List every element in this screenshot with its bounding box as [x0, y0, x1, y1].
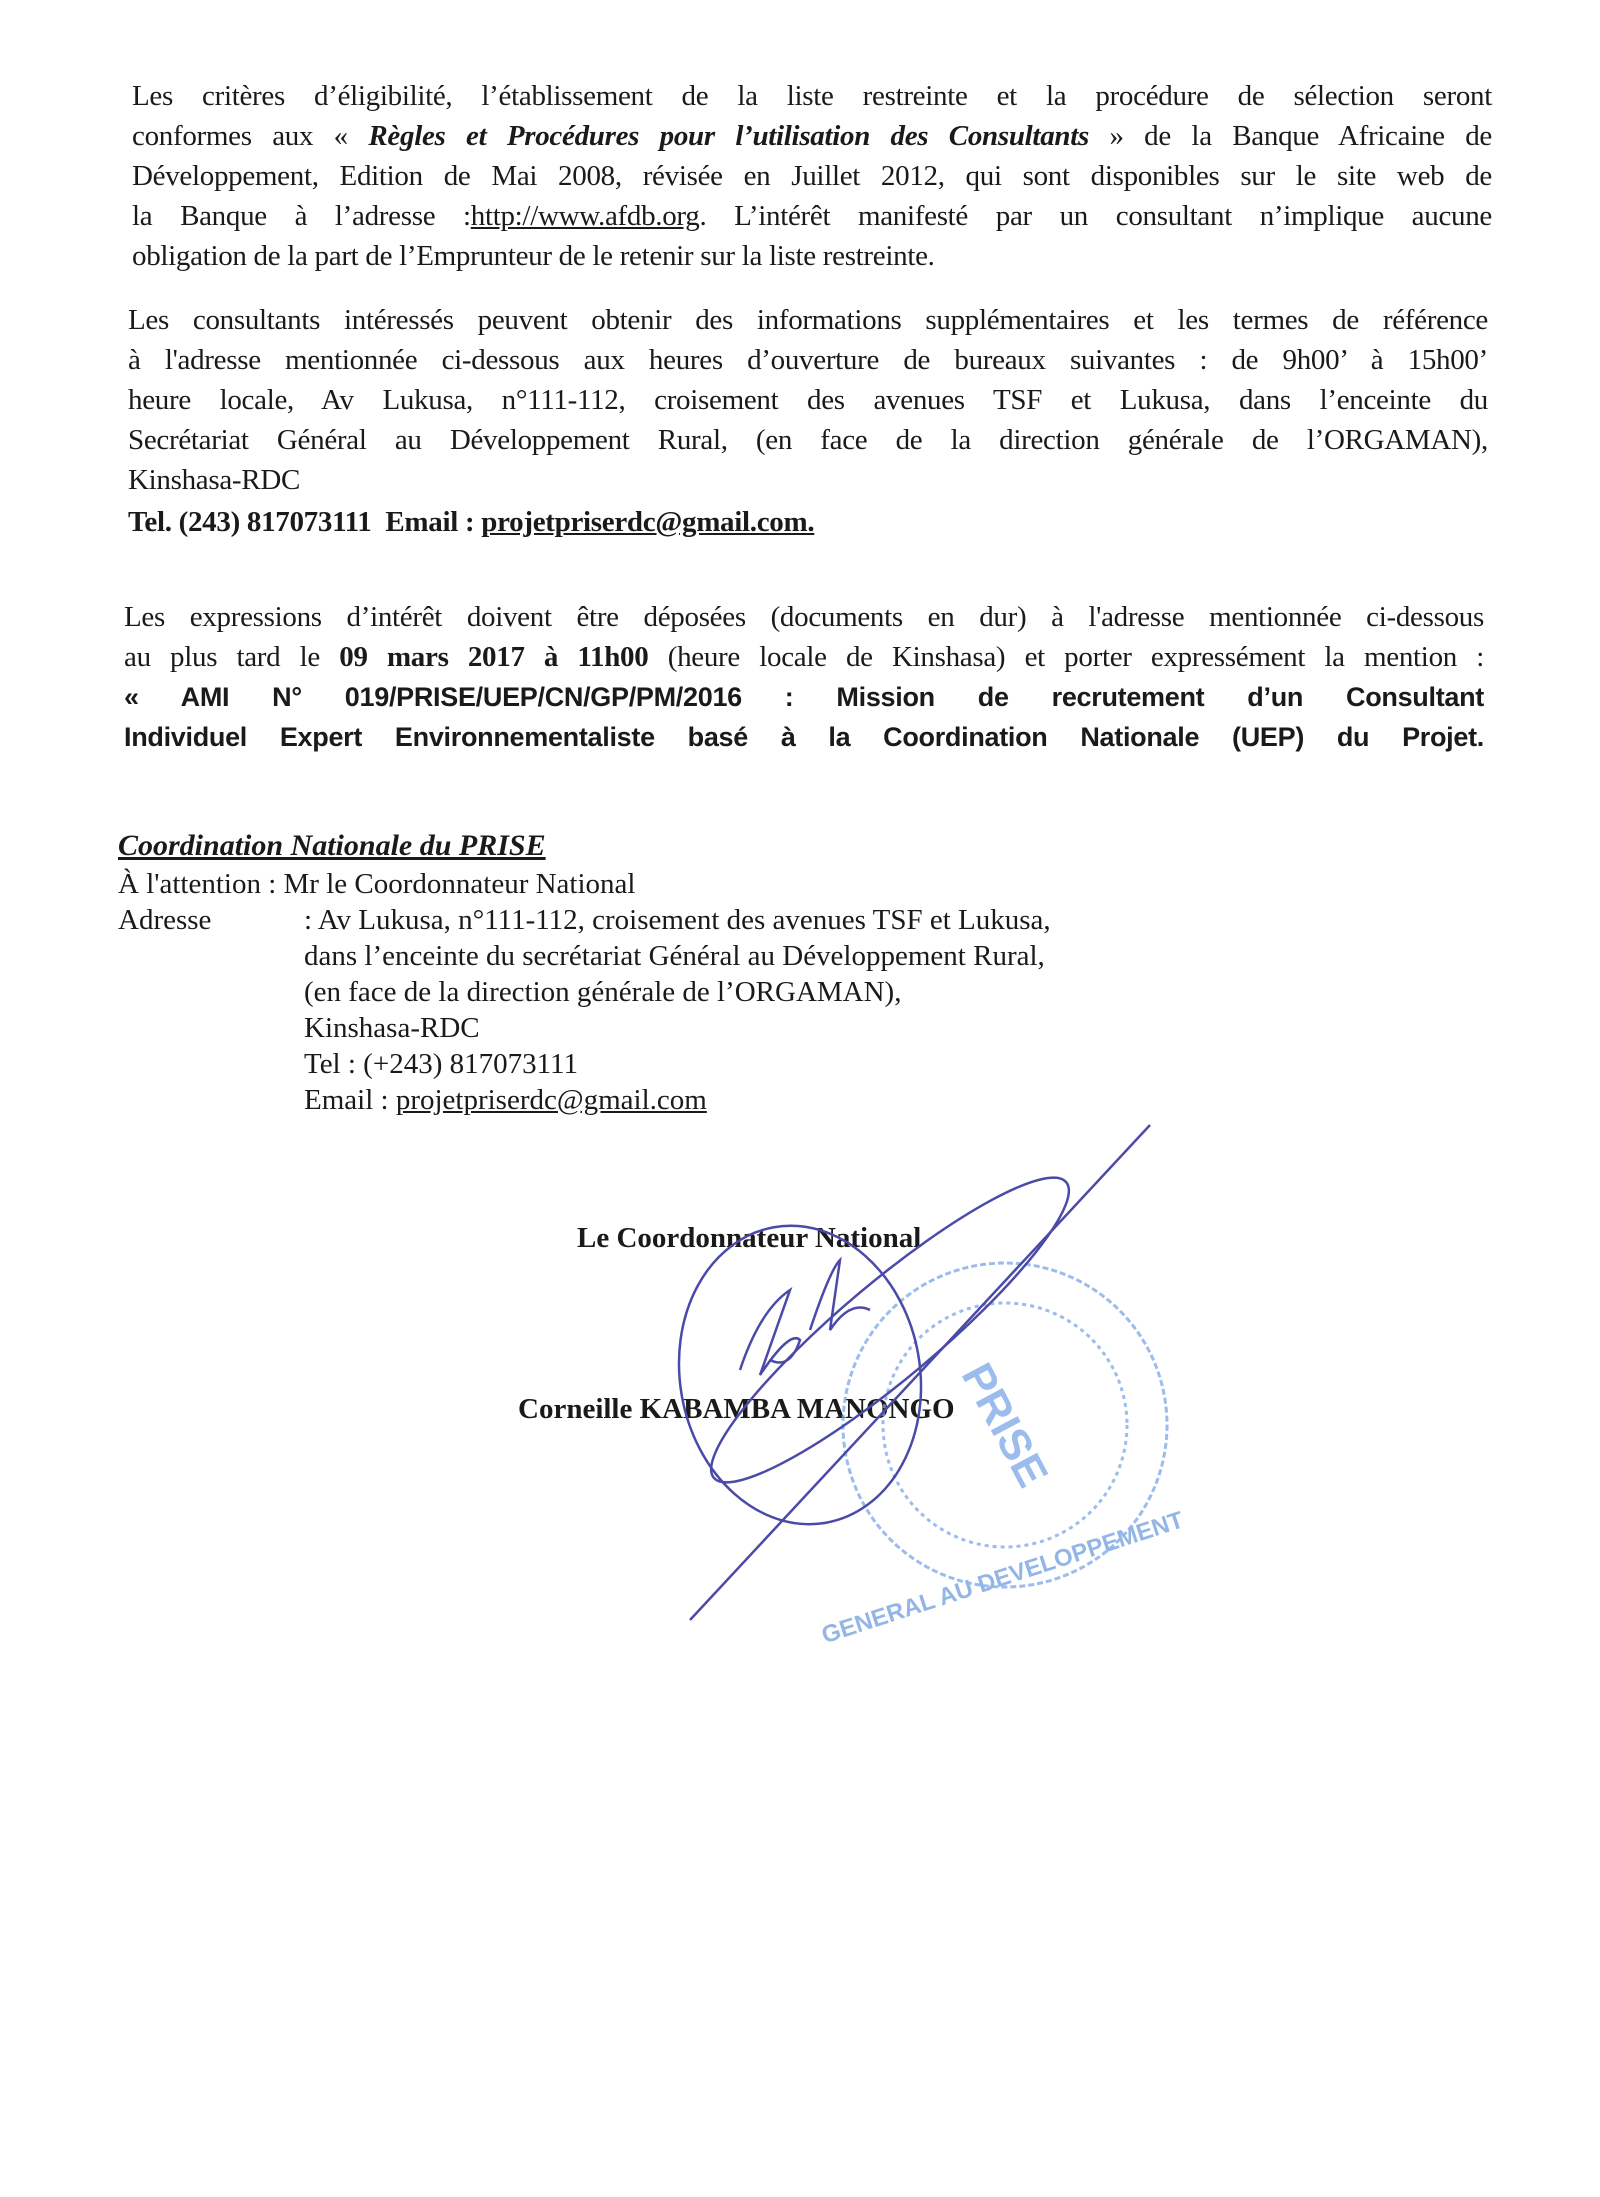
text-line: Kinshasa-RDC [128, 464, 301, 496]
text: (heure locale de Kinshasa) et porter expressément la mention : [667, 641, 1485, 673]
address-label: Adresse [118, 904, 212, 936]
text-line: Les critères d’éligibilité, l’établissement de la liste restreinte et la procédure de sélection seront [132, 80, 1492, 112]
address-line: Kinshasa-RDC [304, 1012, 480, 1044]
contact-line [128, 502, 1488, 542]
text: . L’intérêt manifesté par un consultant n’implique aucune [699, 200, 1492, 232]
svg-text:PRISE: PRISE [951, 1355, 1058, 1496]
text-line [132, 116, 1492, 156]
contact-tel: Tel. (243) 817073111 [128, 506, 372, 538]
signatory-name: Corneille KABAMBA MANONGO [518, 1393, 955, 1425]
text-line: Les expressions d’intérêt doivent être déposées (documents en dur) à l'adresse mentionnée ci-dessous [124, 601, 1484, 633]
attention-row [118, 866, 1051, 902]
email-label: Email : [385, 506, 475, 538]
svg-text:GENERAL AU DEVELOPPEMENT: GENERAL AU DEVELOPPEMENT [818, 1506, 1187, 1650]
address-email-row [118, 1082, 1051, 1118]
address-heading: Coordination Nationale du PRISE [118, 829, 546, 862]
address-tel: Tel : (+243) 817073111 [304, 1048, 578, 1080]
afdb-link[interactable]: http://www.afdb.org [470, 200, 700, 232]
signatory-title: Le Coordonnateur National [577, 1222, 922, 1254]
address-row [118, 902, 1051, 938]
attention-value: Mr le Coordonnateur National [283, 868, 636, 900]
address-email-link[interactable]: projetpriserdc@gmail.com [395, 1084, 707, 1116]
email-label: Email : [304, 1084, 389, 1116]
address-line: (en face de la direction générale de l’ORGAMAN), [304, 976, 902, 1008]
text-line: à l'adresse mentionnée ci-dessous aux heures d’ouverture de bureaux suivantes : de 9h00’ à 15h00’ [128, 344, 1488, 376]
text-line: Secrétariat Général au Développement Rural, (en face de la direction générale de l’ORGAMAN), [128, 424, 1488, 456]
text-line: heure locale, Av Lukusa, n°111-112, croisement des avenues TSF et Lukusa, dans l’enceinte du [128, 384, 1488, 416]
rules-title: Règles et Procédures pour l’utilisation des Consultants [368, 120, 1089, 152]
contact-email-link[interactable]: projetpriserdc@gmail.com. [481, 506, 815, 538]
official-stamp [818, 1263, 1187, 1649]
attention-label: À l'attention : [118, 868, 277, 900]
text: la Banque à l’adresse : [132, 200, 471, 232]
address-block [118, 826, 1051, 1118]
reference-line: Individuel Expert Environnementaliste basé à la Coordination Nationale (UEP) du Projet. [124, 722, 1484, 752]
address-line: dans l’enceinte du secrétariat Général au Développement Rural, [304, 940, 1045, 972]
handwritten-signature [656, 1125, 1150, 1620]
text: au plus tard le [124, 641, 320, 673]
eligibility-paragraph [132, 76, 1492, 276]
reference-line: « AMI N° 019/PRISE/UEP/CN/GP/PM/2016 : Mission de recrutement d’un Consultant [124, 682, 1484, 712]
deadline: 09 mars 2017 à 11h00 [339, 641, 649, 673]
text-line: obligation de la part de l’Emprunteur de le retenir sur la liste restreinte. [132, 240, 935, 272]
text: » de la Banque Africaine de [1109, 120, 1492, 152]
text: conformes aux « [132, 120, 348, 152]
information-paragraph [128, 300, 1488, 542]
text-line [132, 196, 1492, 236]
text-line [124, 637, 1484, 677]
text-line: Développement, Edition de Mai 2008, révisée en Juillet 2012, qui sont disponibles sur le site web de [132, 160, 1492, 192]
address-line: : Av Lukusa, n°111-112, croisement des avenues TSF et Lukusa, [304, 904, 1051, 936]
text-line: Les consultants intéressés peuvent obtenir des informations supplémentaires et les termes de référence [128, 304, 1488, 336]
submission-paragraph [124, 597, 1484, 757]
